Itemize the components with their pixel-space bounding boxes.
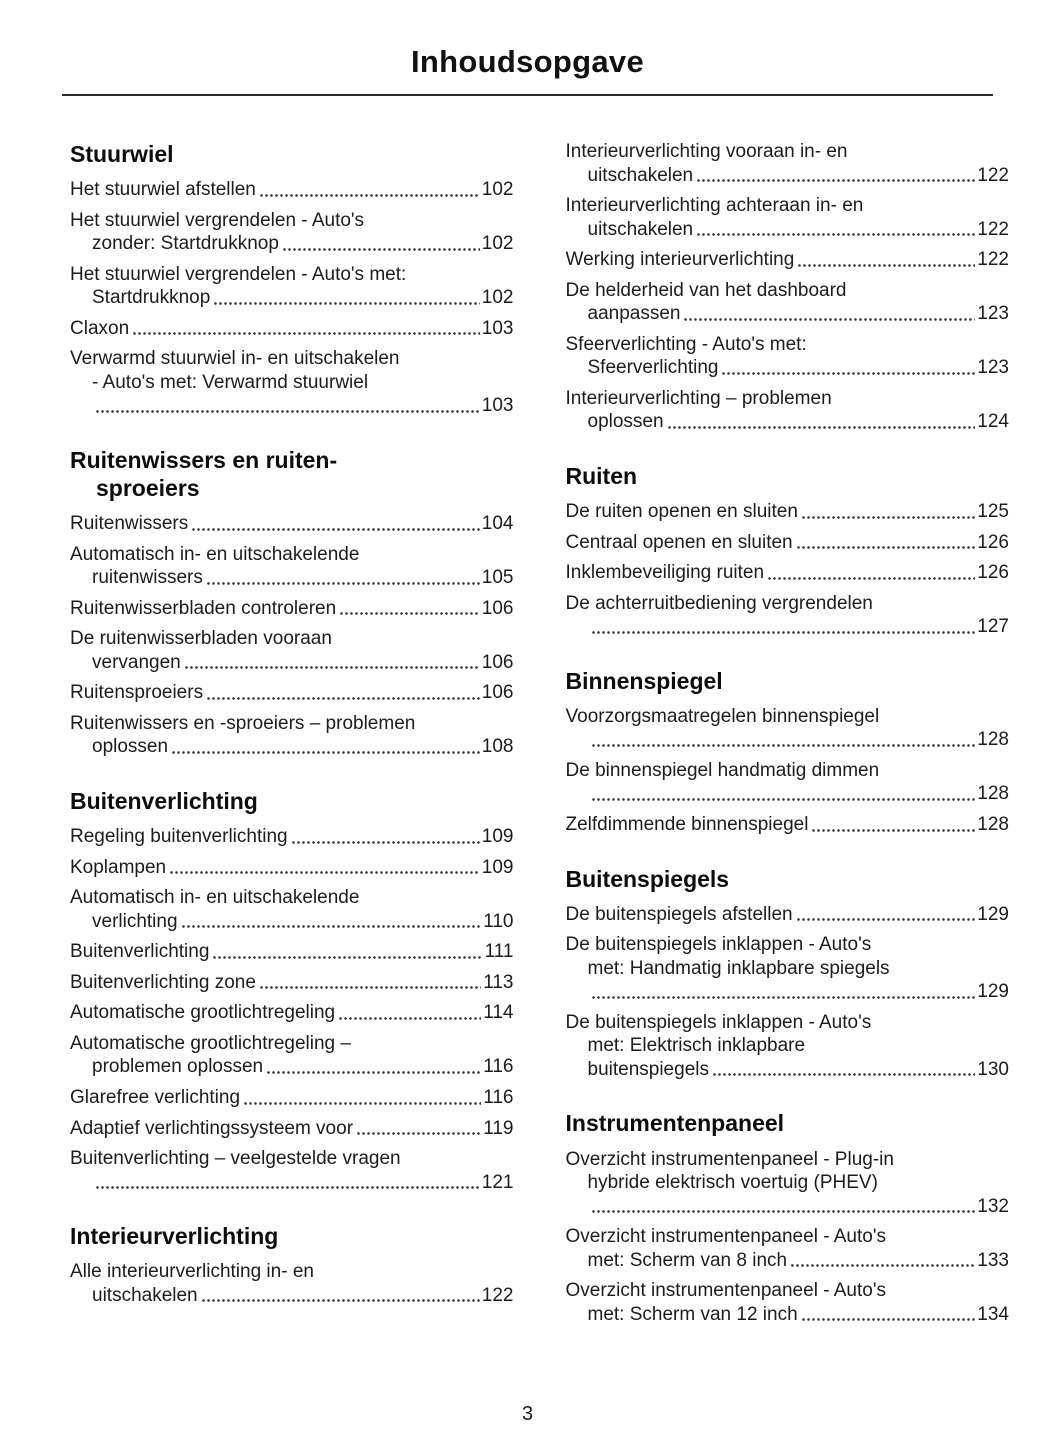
- entry-text-line: Sfeerverlichting: [587, 357, 719, 379]
- dot-leader: [796, 903, 976, 927]
- page-number: 3: [521, 1403, 534, 1425]
- toc-section: [566, 1109, 1010, 1326]
- dot-leader: [259, 178, 480, 202]
- page-footer: [0, 1403, 1055, 1426]
- toc-entry: [70, 317, 514, 341]
- toc-entry: [566, 1279, 1010, 1326]
- entry-last-line: [566, 218, 1010, 242]
- toc-entry: [566, 194, 1010, 241]
- dot-leader: [721, 356, 975, 380]
- dot-leader: [811, 813, 975, 837]
- entry-page-number: 123: [977, 303, 1009, 325]
- toc-entry: [566, 1225, 1010, 1272]
- entry-page-number: 102: [481, 287, 514, 309]
- section-heading: [566, 1109, 1010, 1137]
- toc-section: [566, 140, 1010, 434]
- toc-entry: [566, 933, 1010, 1004]
- entry-last-line: [70, 394, 514, 418]
- entry-text-line: Overzicht instrumentenpaneel - Auto's: [565, 1280, 886, 1302]
- entry-last-line: [566, 1249, 1010, 1273]
- dot-leader: [696, 218, 975, 242]
- toc-entry: [70, 1001, 514, 1025]
- entry-last-line: [70, 232, 514, 256]
- dot-leader: [212, 940, 482, 964]
- dot-leader: [683, 302, 975, 326]
- entry-page-number: 116: [483, 1056, 514, 1078]
- entry-last-line: [70, 651, 514, 675]
- entry-last-line: [566, 980, 1010, 1004]
- entry-text-line: oplossen: [587, 411, 664, 433]
- toc-section: [566, 462, 1010, 639]
- toc-entry: [566, 592, 1010, 639]
- entry-text-line: De buitenspiegels inklappen - Auto's: [565, 934, 872, 956]
- toc-entry: [70, 597, 514, 621]
- dot-leader: [282, 232, 480, 256]
- entry-text-line: Interieurverlichting vooraan in- en: [565, 141, 848, 162]
- toc-entry: [70, 712, 514, 759]
- entry-text-line: Ruitenwissers en -sproeiers – problemen: [70, 712, 416, 734]
- entry-text-line: uitschakelen: [587, 164, 694, 186]
- entry-text-line: Inklembeveiliging ruiten: [565, 562, 765, 584]
- entry-text-line: Voorzorgsmaatregelen binnenspiegel: [565, 705, 880, 727]
- toc-entry: [70, 1086, 514, 1110]
- entry-text-line: Het stuurwiel afstellen: [70, 179, 256, 201]
- entry-text-line: Overzicht instrumentenpaneel - Auto's: [565, 1226, 886, 1248]
- entry-text-line: Interieurverlichting – problemen: [565, 387, 832, 409]
- dot-leader: [191, 512, 480, 536]
- entry-text-line: verlichting: [92, 910, 178, 932]
- section-heading-line: Interieurverlichting: [70, 1223, 279, 1250]
- entry-last-line: [566, 500, 1010, 524]
- toc-columns: [0, 96, 1055, 1333]
- entry-text-line: uitschakelen: [92, 1284, 198, 1306]
- toc-entry: [70, 940, 514, 964]
- entry-page-number: 122: [977, 164, 1009, 186]
- dot-leader: [591, 615, 976, 639]
- entry-page-number: 113: [483, 971, 514, 993]
- dot-leader: [132, 317, 480, 341]
- section-heading-line: Ruitenwissers en ruiten-: [70, 446, 338, 473]
- entry-text-line: Automatische grootlichtregeling –: [70, 1032, 351, 1054]
- entry-page-number: 102: [481, 179, 514, 201]
- section-heading-line: Stuurwiel: [70, 141, 174, 167]
- section-heading: [566, 667, 1010, 695]
- entry-text-line: Buitenverlichting: [70, 941, 210, 963]
- toc-section: [566, 667, 1010, 837]
- entry-text-line: Ruitensproeiers: [70, 682, 204, 704]
- dot-leader: [338, 1001, 481, 1025]
- entry-page-number: 130: [977, 1058, 1009, 1080]
- entry-page-number: 110: [483, 910, 514, 932]
- entry-text-line: Ruitenwissers: [70, 513, 189, 535]
- entry-last-line: [70, 1086, 514, 1110]
- entry-text-line: buitenspiegels: [587, 1058, 709, 1080]
- entry-last-line: [70, 940, 514, 964]
- entry-page-number: 121: [481, 1171, 514, 1193]
- entry-text-line: Koplampen: [70, 856, 167, 878]
- toc-section: [70, 140, 514, 418]
- entry-page-number: 123: [977, 357, 1009, 379]
- toc-section: [70, 787, 514, 1194]
- toc-entry: [70, 209, 514, 256]
- entry-last-line: [566, 302, 1010, 326]
- entry-text-line: De achterruitbediening vergrendelen: [565, 592, 873, 614]
- entry-last-line: [566, 903, 1010, 927]
- entry-page-number: 128: [977, 729, 1009, 751]
- dot-leader: [356, 1117, 481, 1141]
- entry-page-number: 103: [481, 395, 514, 417]
- toc-entry: [70, 1260, 514, 1307]
- entry-text-line: met: Elektrisch inklapbare: [587, 1035, 806, 1057]
- entry-last-line: [70, 1171, 514, 1195]
- entry-text-line: aanpassen: [587, 303, 681, 325]
- toc-entry: [70, 1117, 514, 1141]
- entry-page-number: 134: [977, 1303, 1009, 1325]
- toc-entry: [70, 543, 514, 590]
- dot-leader: [796, 531, 976, 555]
- entry-page-number: 129: [977, 903, 1009, 925]
- entry-text-line: Claxon: [70, 317, 130, 339]
- dot-leader: [591, 1195, 976, 1219]
- entry-page-number: 109: [481, 856, 514, 878]
- entry-last-line: [70, 735, 514, 759]
- entry-text-line: Verwarmd stuurwiel in- en uitschakelen: [70, 348, 400, 370]
- dot-leader: [243, 1086, 481, 1110]
- entry-text-line: Buitenverlichting – veelgestelde vragen: [70, 1148, 401, 1170]
- entry-text-line: vervangen: [92, 651, 181, 673]
- page-title: Inhoudsopgave: [411, 44, 644, 79]
- entry-text-line: Glarefree verlichting: [70, 1086, 241, 1108]
- entry-last-line: [566, 813, 1010, 837]
- toc-entry: [70, 856, 514, 880]
- entry-last-line: [566, 1195, 1010, 1219]
- toc-entry: [566, 705, 1010, 752]
- section-heading: [566, 865, 1010, 893]
- toc-entry: [566, 387, 1010, 434]
- dot-leader: [259, 971, 481, 995]
- entry-last-line: [566, 782, 1010, 806]
- dot-leader: [291, 825, 480, 849]
- dot-leader: [169, 856, 480, 880]
- entry-text-line: Interieurverlichting achteraan in- en: [565, 195, 864, 217]
- entry-last-line: [70, 597, 514, 621]
- entry-text-line: Overzicht instrumentenpaneel - Plug-in: [565, 1148, 894, 1170]
- entry-last-line: [70, 1001, 514, 1025]
- toc-column-1: [70, 140, 514, 1314]
- section-heading-line: sproeiers: [96, 475, 200, 502]
- dot-leader: [184, 651, 480, 675]
- entry-page-number: 128: [977, 783, 1009, 805]
- dot-leader: [591, 728, 976, 752]
- entry-last-line: [70, 971, 514, 995]
- entry-page-number: 127: [977, 616, 1009, 638]
- dot-leader: [201, 1284, 480, 1308]
- toc-entry: [566, 1148, 1010, 1219]
- entry-text-line: De helderheid van het dashboard: [565, 279, 847, 301]
- entry-text-line: De ruiten openen en sluiten: [565, 501, 798, 523]
- entry-text-line: problemen oplossen: [92, 1056, 264, 1078]
- entry-page-number: 122: [977, 218, 1009, 240]
- entry-page-number: 132: [977, 1195, 1009, 1217]
- entry-last-line: [70, 178, 514, 202]
- entry-last-line: [70, 1055, 514, 1079]
- entry-page-number: 105: [481, 567, 514, 589]
- entry-last-line: [70, 1284, 514, 1308]
- entry-last-line: [70, 317, 514, 341]
- entry-last-line: [566, 410, 1010, 434]
- entry-page-number: 119: [483, 1117, 514, 1139]
- toc-entry: [70, 1147, 514, 1194]
- entry-page-number: 111: [484, 941, 514, 963]
- entry-last-line: [566, 728, 1010, 752]
- entry-text-line: Het stuurwiel vergrendelen - Auto's met:: [70, 263, 407, 285]
- dot-leader: [801, 1303, 976, 1327]
- entry-text-line: Automatisch in- en uitschakelende: [70, 543, 360, 565]
- toc-entry: [566, 248, 1010, 272]
- entry-text-line: zonder: Startdrukknop: [92, 233, 279, 255]
- entry-page-number: 122: [481, 1284, 514, 1306]
- entry-text-line: met: Scherm van 8 inch: [587, 1249, 788, 1271]
- toc-entry: [566, 500, 1010, 524]
- entry-page-number: 104: [481, 513, 514, 535]
- toc-entry: [70, 886, 514, 933]
- entry-last-line: [566, 531, 1010, 555]
- dot-leader: [797, 248, 975, 272]
- toc-entry: [70, 681, 514, 705]
- entry-last-line: [566, 561, 1010, 585]
- section-heading: [70, 140, 514, 168]
- toc-entry: [566, 333, 1010, 380]
- entry-page-number: 103: [481, 317, 514, 339]
- entry-last-line: [70, 856, 514, 880]
- entry-page-number: 122: [977, 249, 1009, 271]
- section-heading: [70, 1222, 514, 1250]
- entry-text-line: Startdrukknop: [92, 287, 211, 309]
- entry-last-line: [70, 1117, 514, 1141]
- entry-page-number: 126: [977, 531, 1009, 553]
- dot-leader: [767, 561, 975, 585]
- entry-page-number: 109: [481, 826, 514, 848]
- section-heading-line: Buitenverlichting: [70, 787, 258, 814]
- dot-leader: [790, 1249, 975, 1273]
- entry-text-line: De binnenspiegel handmatig dimmen: [565, 759, 880, 781]
- dot-leader: [95, 1171, 480, 1195]
- section-heading: [70, 787, 514, 815]
- entry-text-line: De buitenspiegels inklappen - Auto's: [565, 1011, 872, 1033]
- entry-text-line: Het stuurwiel vergrendelen - Auto's: [70, 209, 365, 231]
- entry-text-line: uitschakelen: [587, 218, 694, 240]
- entry-page-number: 133: [977, 1249, 1009, 1271]
- entry-page-number: 102: [481, 233, 514, 255]
- entry-last-line: [70, 681, 514, 705]
- entry-last-line: [70, 910, 514, 934]
- entry-page-number: 106: [481, 651, 514, 673]
- dot-leader: [95, 394, 480, 418]
- entry-text-line: De ruitenwisserbladen vooraan: [70, 628, 332, 650]
- toc-entry: [70, 825, 514, 849]
- entry-text-line: Sfeerverlichting - Auto's met:: [565, 333, 807, 355]
- entry-text-line: hybride elektrisch voertuig (PHEV): [587, 1172, 878, 1194]
- dot-leader: [171, 735, 480, 759]
- entry-page-number: 126: [977, 562, 1009, 584]
- entry-text-line: met: Handmatig inklapbare spiegels: [587, 957, 890, 979]
- entry-page-number: 116: [483, 1086, 514, 1108]
- entry-text-line: oplossen: [92, 736, 169, 758]
- dot-leader: [266, 1055, 481, 1079]
- entry-text-line: Automatisch in- en uitschakelende: [70, 887, 360, 909]
- entry-text-line: Ruitenwisserbladen controleren: [70, 597, 337, 619]
- entry-text-line: Centraal openen en sluiten: [565, 531, 793, 553]
- entry-page-number: 128: [977, 814, 1009, 836]
- entry-text-line: ruitenwissers: [92, 567, 203, 589]
- toc-entry: [70, 347, 514, 418]
- toc-entry: [566, 903, 1010, 927]
- entry-text-line: Automatische grootlichtregeling: [70, 1002, 336, 1024]
- toc-section: [70, 446, 514, 759]
- entry-text-line: - Auto's met: Verwarmd stuurwiel: [92, 371, 369, 393]
- entry-last-line: [566, 1303, 1010, 1327]
- dot-leader: [712, 1058, 975, 1082]
- dot-leader: [801, 500, 975, 524]
- entry-page-number: 125: [977, 501, 1009, 523]
- toc-entry: [70, 627, 514, 674]
- section-heading-line: Buitenspiegels: [565, 865, 730, 892]
- entry-last-line: [70, 825, 514, 849]
- dot-leader: [667, 410, 976, 434]
- dot-leader: [181, 910, 482, 934]
- dot-leader: [591, 980, 976, 1004]
- entry-text-line: Regeling buitenverlichting: [70, 826, 288, 848]
- entry-page-number: 114: [483, 1002, 514, 1024]
- section-heading-line: Instrumentenpaneel: [565, 1110, 785, 1137]
- dot-leader: [696, 164, 975, 188]
- dot-leader: [591, 782, 976, 806]
- toc-section: [566, 865, 1010, 1082]
- entry-last-line: [70, 286, 514, 310]
- entry-last-line: [566, 1058, 1010, 1082]
- entry-last-line: [566, 248, 1010, 272]
- toc-entry: [70, 263, 514, 310]
- toc-entry: [566, 531, 1010, 555]
- entry-page-number: 124: [977, 411, 1009, 433]
- section-heading-line: Binnenspiegel: [565, 667, 723, 694]
- toc-entry: [70, 178, 514, 202]
- dot-leader: [206, 566, 480, 590]
- entry-last-line: [566, 164, 1010, 188]
- entry-last-line: [566, 356, 1010, 380]
- entry-page-number: 106: [481, 682, 514, 704]
- entry-text-line: Werking interieurverlichting: [565, 249, 795, 271]
- entry-text-line: Zelfdimmende binnenspiegel: [565, 814, 809, 836]
- toc-entry: [566, 140, 1010, 187]
- entry-page-number: 129: [977, 981, 1009, 1003]
- entry-text-line: Adaptief verlichtingssysteem voor: [70, 1117, 354, 1139]
- entry-last-line: [70, 566, 514, 590]
- entry-last-line: [70, 512, 514, 536]
- dot-leader: [206, 681, 480, 705]
- toc-entry: [566, 279, 1010, 326]
- dot-leader: [339, 597, 480, 621]
- entry-last-line: [566, 615, 1010, 639]
- dot-leader: [213, 286, 480, 310]
- toc-entry: [70, 1032, 514, 1079]
- toc-entry: [70, 512, 514, 536]
- toc-entry: [566, 759, 1010, 806]
- toc-entry: [70, 971, 514, 995]
- entry-text-line: De buitenspiegels afstellen: [565, 903, 793, 925]
- toc-entry: [566, 1011, 1010, 1082]
- entry-page-number: 108: [481, 736, 514, 758]
- toc-section: [70, 1222, 514, 1307]
- entry-text-line: Buitenverlichting zone: [70, 971, 256, 993]
- toc-column-2: [566, 140, 1010, 1333]
- section-heading-line: Ruiten: [565, 463, 638, 490]
- section-heading: [70, 446, 514, 502]
- section-heading: [566, 462, 1010, 490]
- entry-text-line: met: Scherm van 12 inch: [587, 1303, 798, 1325]
- toc-entry: [566, 561, 1010, 585]
- entry-text-line: Alle interieurverlichting in- en: [70, 1261, 314, 1283]
- toc-entry: [566, 813, 1010, 837]
- entry-page-number: 106: [481, 597, 514, 619]
